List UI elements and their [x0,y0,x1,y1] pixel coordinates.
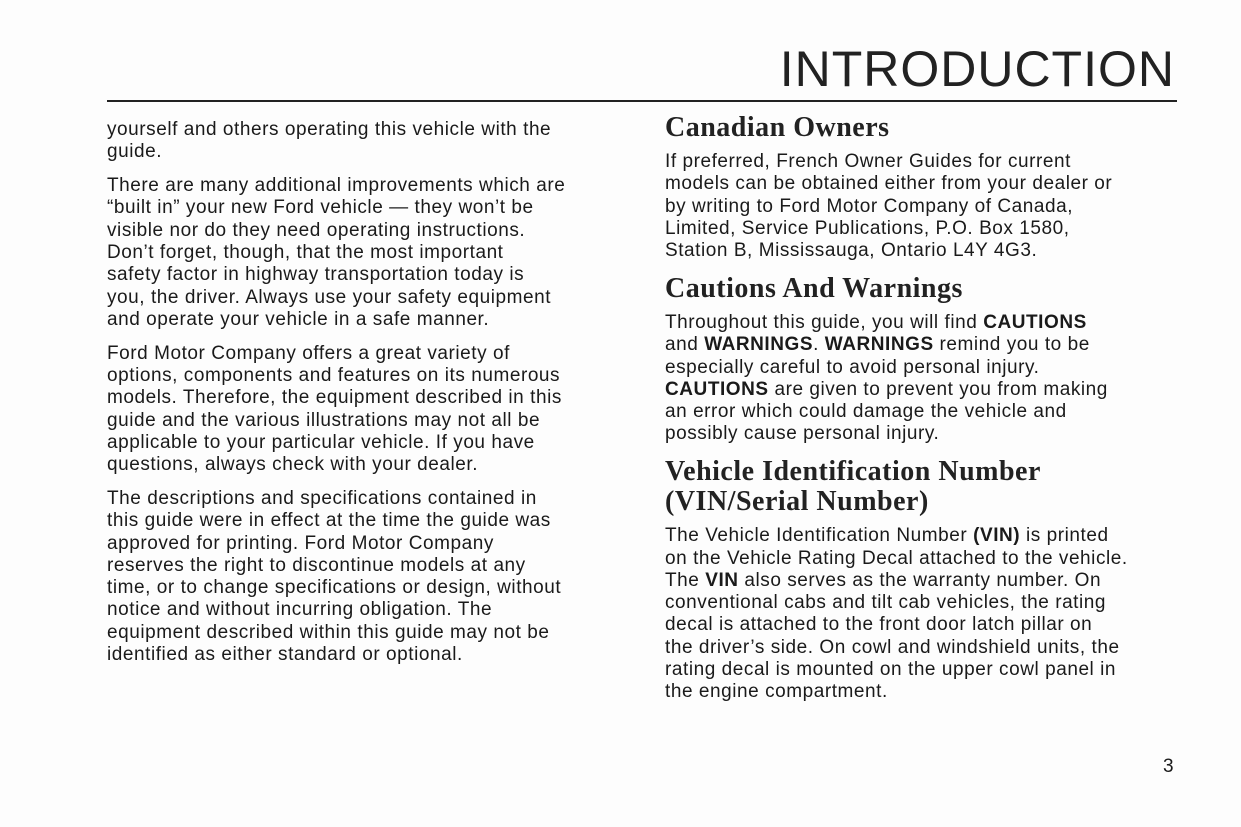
header-rule [107,100,1177,102]
text-segment: The Vehicle Identification Number [665,525,974,547]
right-column [665,113,1185,715]
text-segment: . [813,334,825,356]
text-line: reserves the right to discontinue models at any [107,554,526,576]
text-segment: The [665,569,706,591]
left-column [107,119,622,678]
page-title: INTRODUCTION [779,41,1175,97]
text-line: safety factor in highway transportation today is [107,264,525,286]
text-line: equipment described within this guide may not be [107,621,550,643]
text-line [665,525,1185,547]
paragraph [665,151,1185,262]
text-line: possibly cause personal injury. [665,423,940,445]
text-line: conventional cabs and tilt cab vehicles, the rating [665,592,1107,614]
bold-term: (VIN) [973,525,1021,547]
text-line: applicable to your particular vehicle. If you have [107,431,535,453]
text-segment: is printed [1020,525,1109,547]
text-line: (VIN/Serial Number) [665,486,929,518]
section-heading [665,113,1185,143]
text-line: time, or to change specifications or design, without [107,577,562,599]
text-line: The descriptions and specifications contained in [107,487,537,509]
text-line: Don’t forget, though, that the most important [107,241,504,263]
text-line: models. Therefore, the equipment described in this [107,387,562,409]
text-line: the driver’s side. On cowl and windshield units, the [665,636,1120,658]
bold-term: WARNINGS [704,334,814,356]
text-line [665,312,1185,334]
text-line: questions, always check with your dealer. [107,454,479,476]
bold-term: CAUTIONS [665,378,769,400]
text-line: Station B, Mississauga, Ontario L4Y 4G3. [665,240,1038,262]
text-line: yourself and others operating this vehicle with the [107,119,552,140]
text-line: models can be obtained either from your dealer or [665,173,1113,195]
section-heading [665,457,1185,517]
text-line: this guide were in effect at the time the guide was [107,510,551,532]
page-number: 3 [1163,756,1174,777]
text-line: guide and the various illustrations may not all be [107,409,541,431]
text-line [665,334,1185,356]
text-line: an error which could damage the vehicle and [665,401,1067,423]
text-line: approved for printing. Ford Motor Company [107,532,494,554]
text-line [665,379,1185,401]
text-line: Cautions And Warnings [665,272,963,304]
bold-term: VIN [705,569,739,591]
text-line: the engine compartment. [665,681,888,703]
paragraph [107,175,622,331]
text-segment: Throughout this guide, you will find [665,311,984,333]
text-segment: remind you to be [933,334,1090,356]
text-line [665,570,1185,592]
bold-term: CAUTIONS [983,311,1087,333]
section-heading [665,274,1185,304]
text-line: If preferred, French Owner Guides for current [665,151,1071,172]
text-line: on the Vehicle Rating Decal attached to the vehicle. [665,547,1128,569]
text-line: rating decal is mounted on the upper cowl panel in [665,659,1117,681]
paragraph [665,525,1185,703]
paragraph [665,312,1185,446]
text-segment: also serves as the warranty number. On [738,569,1102,591]
text-line: Ford Motor Company offers a great variety of [107,342,510,364]
bold-term: WARNINGS [824,334,934,356]
text-line: especially careful to avoid personal injury. [665,356,1040,378]
paragraph [107,343,622,477]
text-line: guide. [107,141,163,163]
text-segment: are given to prevent you from making [768,378,1108,400]
paragraph [107,488,622,666]
text-line: options, components and features on its numerous [107,364,561,386]
text-line: Canadian Owners [665,112,890,143]
text-line: There are many additional improvements which are [107,175,566,197]
text-line: and operate your vehicle in a safe manner. [107,308,490,330]
paragraph [107,119,622,164]
text-line: “built in” your new Ford vehicle — they won’t be [107,197,534,219]
text-line: decal is attached to the front door latch pillar on [665,614,1093,636]
text-line: you, the driver. Always use your safety equipment [107,286,552,308]
text-line: identified as either standard or optional. [107,644,463,666]
text-line: visible nor do they need operating instructions. [107,219,526,241]
text-line: by writing to Ford Motor Company of Canada, [665,195,1074,217]
text-segment: and [665,334,705,356]
text-line: notice and without incurring obligation. The [107,599,493,621]
text-line: Limited, Service Publications, P.O. Box 1580, [665,217,1070,239]
text-line: Vehicle Identification Number [665,456,1041,488]
